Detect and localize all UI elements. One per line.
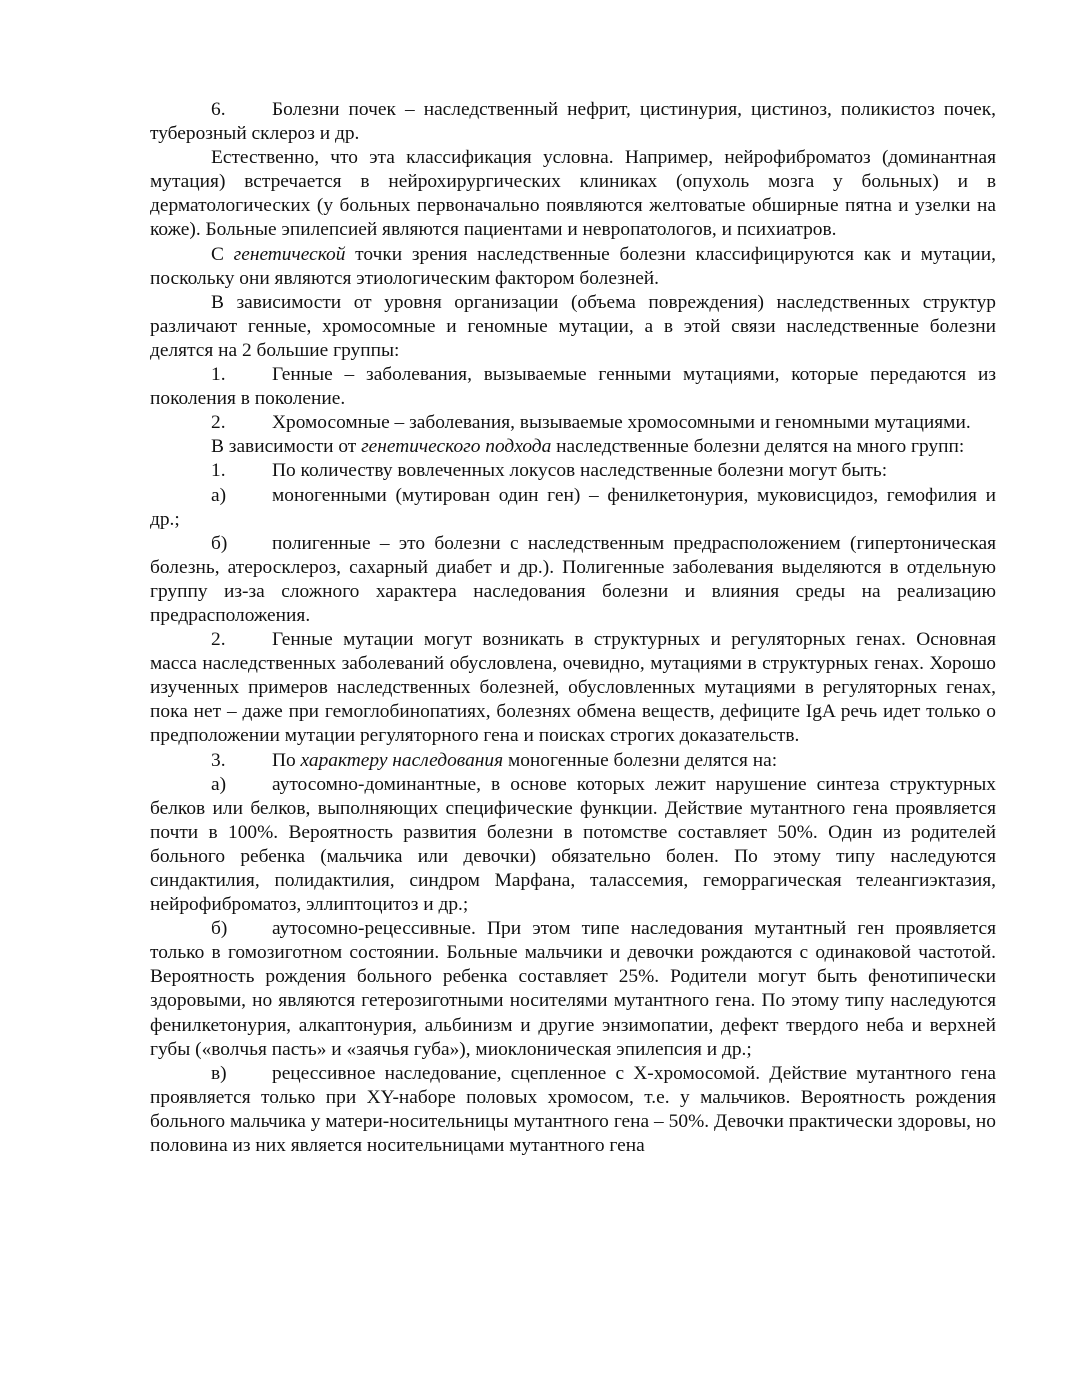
paragraph-kidney-diseases bbox=[150, 98, 996, 146]
paragraph-text: Болезни почек – наследственный нефрит, цистинурия, цистиноз, поликистоз почек, туберозный склероз и др. bbox=[150, 99, 996, 145]
list-number: 1. bbox=[211, 364, 226, 386]
paragraph-text: точки зрения наследственные болезни классифицируются как и мутации, поскольку они являются этиологическим фактором болезней. bbox=[150, 243, 996, 289]
list-letter: а) bbox=[211, 773, 227, 795]
list-item-loci-count bbox=[150, 459, 996, 483]
list-letter: в) bbox=[211, 1062, 227, 1084]
paragraph-text: аутосомно-доминантные, в основе которых лежит нарушение синтеза структурных белков или белков, выполняющих специфические функции. Действие мутантного гена проявляется почти в 100%. Вероятность развития болезни в потомстве составляет 50%. Один из родителей больного ребенка (мальчика или девочки) обязательно болен. По этому типу наследуются синдактилия, полидактилия, синдром Марфана, талассемия, геморрагическая телеангиэктазия, нейрофиброматоз, эллиптоцитоз и др.; bbox=[150, 773, 996, 916]
italic-term: генетического подхода bbox=[361, 436, 552, 458]
paragraph-organization-level bbox=[150, 291, 996, 363]
paragraph-classification-note bbox=[150, 146, 996, 242]
paragraph-text: Генные мутации могут возникать в структурных и регуляторных генах. Основная масса наследственных заболеваний обусловлена, очевидно, мутациями в структурных генах. Хорошо изученных примеров наследственных болезней, обусловленных мутациями в регуляторных генах, пока нет – даже при гемоглобинопатиях, болезнях обмена веществ, дефиците IgA речь идет только о предположении мутации регуляторного гена и поисках строгих доказательств. bbox=[150, 629, 996, 747]
italic-term: характеру наследования bbox=[300, 749, 504, 771]
paragraph-text: По количеству вовлеченных локусов наследственные болезни могут быть: bbox=[272, 460, 888, 482]
paragraph-text: полигенные – это болезни с наследственным предрасположением (гипертоническая болезнь, атеросклероз, сахарный диабет и др.). Полигенные заболевания выделяются в отдельную группу из-за сложного характера наследования болезни и влияния среды на реализацию предрасположения. bbox=[150, 532, 996, 626]
list-number: 2. bbox=[211, 412, 226, 434]
list-letter: а) bbox=[211, 484, 227, 506]
list-number: 3. bbox=[211, 749, 226, 771]
list-item-autosomal-dominant bbox=[150, 773, 996, 918]
paragraph-text: В зависимости от уровня организации (объема повреждения) наследственных структур различают генные, хромосомные и геномные мутации, а в этой связи наследственные болезни делятся на 2 большие группы: bbox=[150, 291, 996, 361]
paragraph-text: аутосомно-рецессивные. При этом типе наследования мутантный ген проявляется только в гомозиготном состоянии. Больные мальчики и девочки рождаются с одинаковой частотой. Вероятность рождения больного ребенка составляет 25%. Родители могут быть фенотипически здоровыми, но являются гетерозиготными носителями мутантного гена. По этому типу наследуются фенилкетонурия, алкаптонурия, альбинизм и другие энзимопатии, дефект твердого неба и верхней губы («волчья пасть» и «заячья губа»), миоклоническая эпилепсия и др.; bbox=[150, 918, 996, 1060]
paragraph-text: С bbox=[211, 243, 234, 265]
paragraph-text: Хромосомные – заболевания, вызываемые хромосомными и геномными мутациями. bbox=[272, 412, 971, 434]
paragraph-text: В зависимости от bbox=[211, 436, 362, 458]
list-number: 1. bbox=[211, 460, 226, 482]
paragraph-text: Естественно, что эта классификация условна. Например, нейрофиброматоз (доминантная мутация) встречается в нейрохирургических клиниках (опухоль мозга у больных) и в дерматологических (у больных первоначально появляются желтоватые обширные пятна и узелки на коже). Больные эпилепсией являются пациентами и невропатологов, и психиатров. bbox=[150, 147, 996, 241]
paragraph-text: рецессивное наследование, сцепленное с Х-хромосомой. Действие мутантного гена проявляется только при ХY-наборе половых хромосом, т.е. у мальчиков. Вероятность рождения больного мальчика у матери-носительницы мутантного гена – 50%. Девочки практически здоровы, но половина из них является носительницами мутантного гена bbox=[150, 1062, 996, 1157]
paragraph-text: наследственные болезни делятся на много групп: bbox=[551, 436, 965, 458]
list-number: 6. bbox=[211, 99, 226, 120]
paragraph-text: моногенные болезни делятся на: bbox=[503, 749, 778, 771]
list-item-autosomal-recessive bbox=[150, 917, 996, 1062]
list-item-gene-mutations bbox=[150, 628, 996, 748]
paragraph-text: моногенными (мутирован один ген) – фенилкетонурия, муковисцидоз, гемофилия и др.; bbox=[150, 484, 996, 530]
list-item-gene-diseases bbox=[150, 363, 996, 411]
paragraph-genetic-approach bbox=[150, 435, 996, 459]
list-item-inheritance-type bbox=[150, 749, 996, 773]
paragraph-text: Генные – заболевания, вызываемые генными мутациями, которые передаются из поколения в поколение. bbox=[150, 364, 996, 410]
list-item-x-linked-recessive bbox=[150, 1062, 996, 1158]
list-letter: б) bbox=[211, 918, 228, 940]
list-item-polygenic bbox=[150, 532, 996, 628]
list-letter: б) bbox=[211, 532, 228, 554]
list-item-monogenic bbox=[150, 484, 996, 532]
italic-term: генетической bbox=[233, 243, 346, 265]
paragraph-text: По bbox=[272, 749, 301, 771]
list-number: 2. bbox=[211, 629, 226, 651]
list-item-chromosome-diseases bbox=[150, 411, 996, 435]
paragraph-genetic-view bbox=[150, 243, 996, 291]
document-page bbox=[150, 98, 996, 1158]
